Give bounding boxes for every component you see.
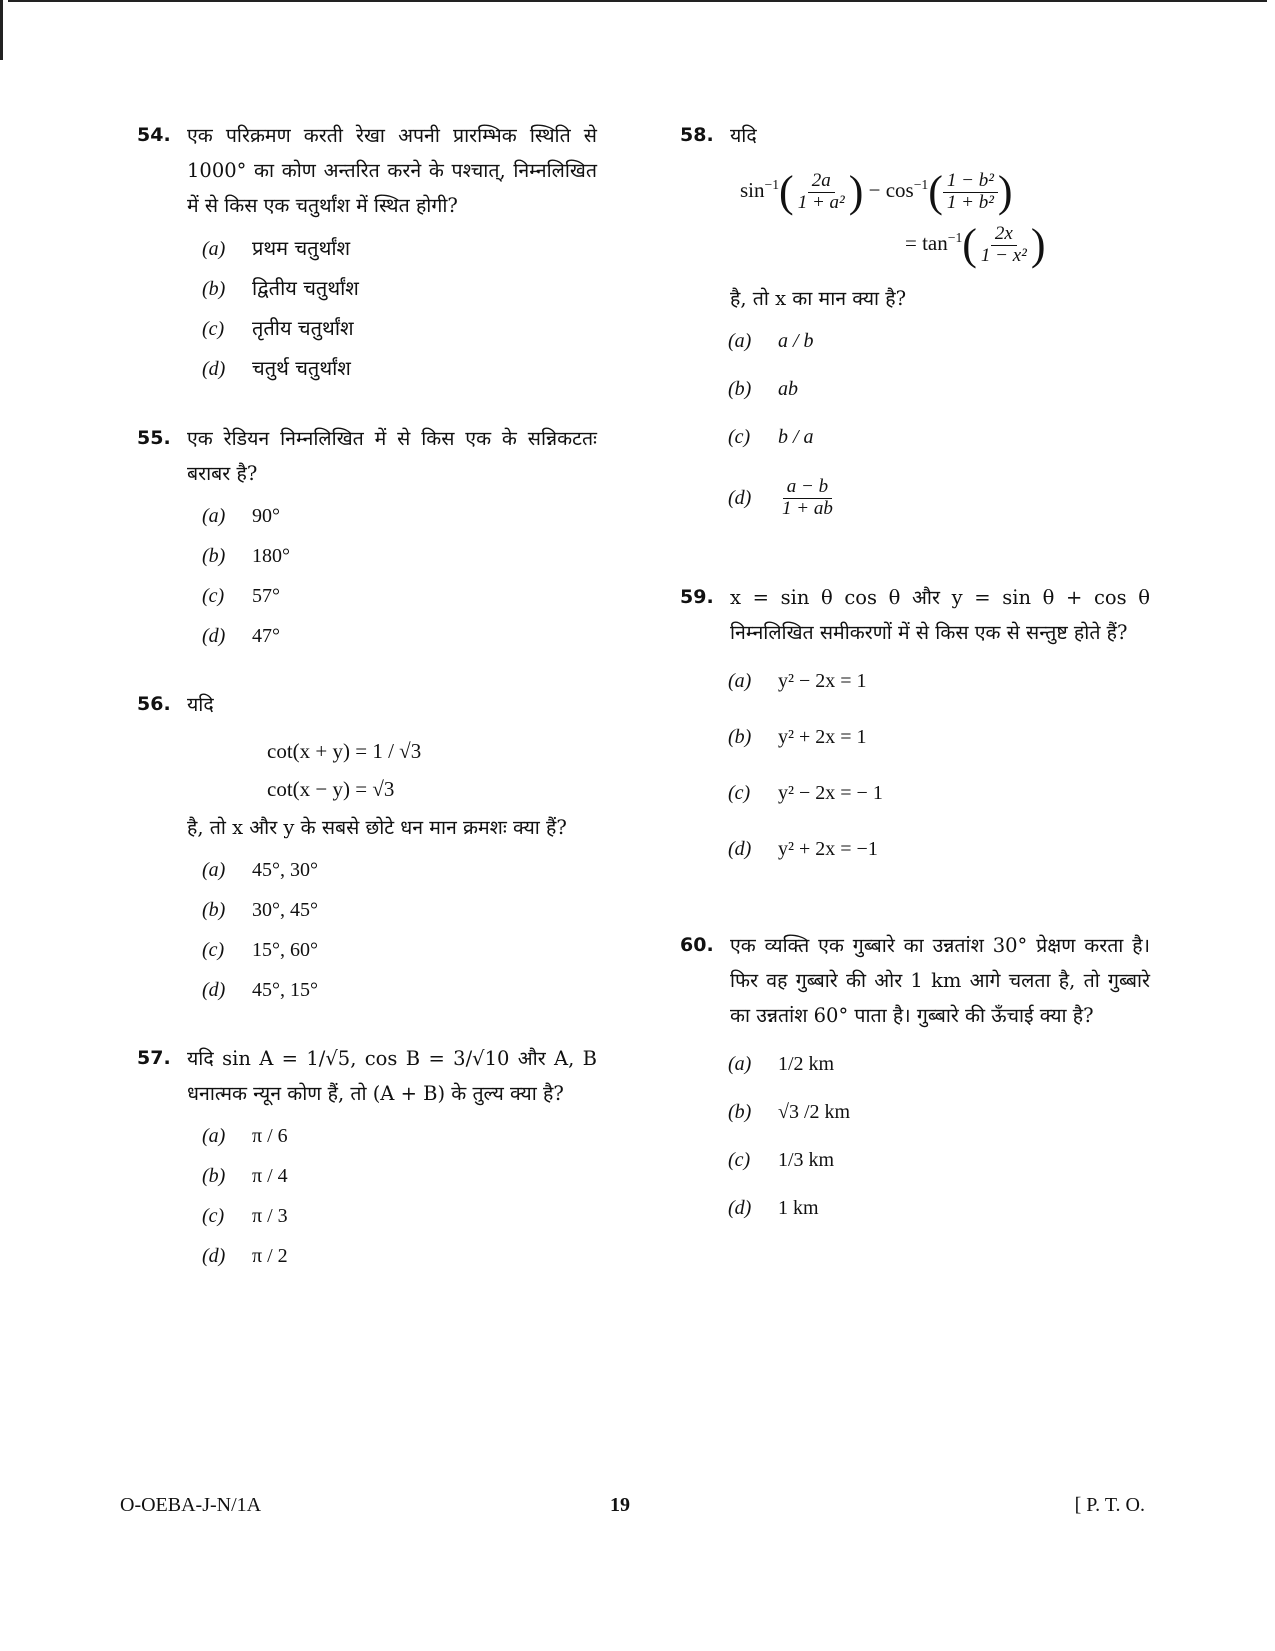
option-d[interactable]	[202, 619, 597, 659]
option-label: (b)	[728, 378, 752, 401]
option-a[interactable]	[202, 231, 597, 271]
question-number: 55.	[137, 427, 171, 449]
left-column	[137, 118, 597, 1279]
equation-1: cot(x + y) = 1 / √3	[267, 739, 422, 763]
option-text: चतुर्थ चतुर्थांश	[252, 356, 351, 380]
option-label: (d)	[728, 1197, 752, 1220]
question-58	[680, 118, 1150, 528]
options-list	[728, 664, 1150, 888]
option-text: y² + 2x = 1	[778, 726, 867, 749]
option-b[interactable]	[202, 271, 597, 311]
right-column	[680, 118, 1150, 1239]
option-a[interactable]	[728, 1047, 1150, 1095]
question-text: है, तो x का मान क्या है?	[730, 287, 907, 311]
question-55	[137, 421, 597, 659]
minus-sign: −	[868, 178, 881, 202]
option-label: (b)	[202, 1165, 226, 1187]
option-a[interactable]	[202, 499, 597, 539]
inverse-superscript: −1	[947, 230, 963, 246]
option-label: (a)	[202, 859, 226, 881]
option-text: 57°	[252, 585, 280, 607]
numerator: 2x	[991, 224, 1017, 246]
numerator: a − b	[783, 477, 832, 499]
option-d[interactable]	[202, 351, 597, 391]
question-text: एक व्यक्ति एक गुब्बारे का उन्नतांश 30° प्रेक्षण करता है। फिर वह गुब्बारे की ओर 1 km आगे चलता है, तो गुब्बारे का उन्नतांश 60° पाता है। गुब्बारे की ऊँचाई क्या है?	[730, 934, 1150, 1028]
cos-function: cos	[885, 178, 914, 202]
option-text: द्वितीय चतुर्थांश	[252, 276, 359, 300]
fraction	[794, 171, 849, 214]
right-paren: )	[1030, 220, 1046, 270]
option-label: (d)	[202, 979, 226, 1001]
right-paren: )	[997, 167, 1013, 217]
option-label: (c)	[202, 585, 225, 607]
option-c[interactable]	[202, 311, 597, 351]
option-label: (d)	[202, 1245, 226, 1267]
options-list	[202, 231, 597, 391]
question-number: 54.	[137, 124, 171, 146]
option-text: 1/2 km	[778, 1053, 835, 1076]
option-label: (c)	[202, 1205, 225, 1227]
numerator: 1 − b²	[943, 171, 998, 193]
left-paren: (	[962, 220, 977, 270]
question-text: x = sin θ cos θ और y = sin θ + cos θ निम्नलिखित समीकरणों में से किस एक से सन्तुष्ट होते हैं?	[730, 586, 1150, 645]
question-text: एक रेडियन निम्नलिखित में से किस एक के सन्निकटतः बराबर है?	[187, 427, 597, 485]
inverse-superscript: −1	[764, 177, 780, 192]
option-text: 47°	[252, 625, 280, 647]
option-b[interactable]	[728, 720, 1150, 776]
option-text: प्रथम चतुर्थांश	[252, 236, 351, 260]
fraction	[943, 171, 998, 214]
option-c[interactable]	[202, 933, 597, 973]
option-text: 30°, 45°	[252, 899, 318, 921]
option-label: (c)	[202, 939, 225, 961]
question-57	[137, 1041, 597, 1279]
option-label: (c)	[728, 1149, 751, 1172]
right-paren: )	[848, 167, 864, 217]
page-number: 19	[610, 1494, 630, 1516]
option-d[interactable]	[202, 1239, 597, 1279]
option-b[interactable]	[202, 1159, 597, 1199]
option-d[interactable]	[728, 1191, 1150, 1239]
option-d[interactable]	[728, 468, 1150, 528]
option-text: b / a	[778, 426, 814, 449]
option-c[interactable]	[202, 1199, 597, 1239]
question-number: 56.	[137, 693, 171, 715]
scan-left-edge	[0, 0, 3, 60]
options-list	[728, 1047, 1150, 1239]
denominator: 1 + b²	[946, 191, 994, 213]
option-c[interactable]	[728, 776, 1150, 832]
option-label: (b)	[202, 899, 226, 921]
equation-rhs	[905, 220, 1150, 270]
option-text: π / 6	[252, 1125, 288, 1147]
option-text: तृतीय चतुर्थांश	[252, 316, 354, 340]
option-label: (a)	[202, 1125, 226, 1147]
option-label: (a)	[202, 238, 226, 260]
question-intro: यदि	[187, 693, 214, 716]
options-list	[202, 853, 597, 1013]
equation-lhs	[740, 167, 1150, 217]
question-60	[680, 928, 1150, 1239]
option-b[interactable]	[728, 372, 1150, 420]
option-label: (a)	[202, 505, 226, 527]
option-label: (b)	[728, 1101, 752, 1124]
option-b[interactable]	[728, 1095, 1150, 1143]
option-b[interactable]	[202, 893, 597, 933]
options-list	[728, 324, 1150, 528]
question-number: 60.	[680, 934, 714, 957]
option-label: (a)	[728, 1053, 752, 1076]
option-text: 45°, 30°	[252, 859, 318, 881]
option-a[interactable]	[728, 324, 1150, 372]
denominator: 1 + a²	[797, 191, 845, 213]
option-text: π / 2	[252, 1245, 288, 1267]
equals-sign: =	[905, 231, 917, 256]
left-paren: (	[928, 167, 943, 217]
option-label: (c)	[202, 318, 225, 340]
inverse-superscript: −1	[913, 177, 929, 192]
left-paren: (	[779, 167, 794, 217]
option-label: (c)	[728, 782, 751, 805]
question-number: 59.	[680, 586, 714, 609]
denominator: 1 + ab	[782, 497, 833, 519]
tan-function: tan	[922, 231, 948, 256]
question-number: 58.	[680, 124, 714, 146]
option-a[interactable]	[202, 853, 597, 893]
option-label: (d)	[202, 358, 226, 380]
option-text: 180°	[252, 545, 290, 567]
question-text: है, तो x और y के सबसे छोटे धन मान क्रमशः क्या हैं?	[187, 816, 567, 839]
option-text: y² − 2x = − 1	[778, 782, 883, 805]
option-text: a / b	[778, 330, 814, 353]
option-c[interactable]	[728, 1143, 1150, 1191]
option-a[interactable]	[202, 1119, 597, 1159]
options-list	[202, 499, 597, 659]
option-fraction	[778, 477, 837, 520]
option-text: ab	[778, 378, 798, 401]
question-text: यदि sin A = 1/√5, cos B = 3/√10 और A, B धनात्मक न्यून कोण हैं, तो (A + B) के तुल्य क्या है?	[187, 1047, 597, 1105]
option-text: √3 /2 km	[778, 1101, 851, 1124]
question-text: एक परिक्रमण करती रेखा अपनी प्रारम्भिक स्थिति से 1000° का कोण अन्तरित करने के पश्चात्, निम्नलिखित में से किस एक चतुर्थांश में स्थित होगी?	[187, 124, 597, 217]
option-label: (a)	[728, 670, 752, 693]
option-d[interactable]	[728, 832, 1150, 888]
option-label: (b)	[202, 278, 226, 300]
numerator: 2a	[808, 171, 835, 193]
option-text: y² − 2x = 1	[778, 670, 867, 693]
option-text: 15°, 60°	[252, 939, 318, 961]
option-label: (b)	[202, 545, 226, 567]
sin-function: sin	[740, 178, 765, 202]
fraction	[977, 224, 1031, 267]
question-number: 57.	[137, 1047, 171, 1069]
option-a[interactable]	[728, 664, 1150, 720]
question-56	[137, 687, 597, 1013]
option-text: 90°	[252, 505, 280, 527]
equation-2: cot(x − y) = √3	[267, 777, 395, 801]
option-c[interactable]	[202, 579, 597, 619]
option-label: (d)	[728, 486, 752, 509]
option-text: y² + 2x = −1	[778, 838, 878, 861]
option-text: π / 3	[252, 1205, 288, 1227]
option-label: (c)	[728, 426, 751, 449]
please-turn-over: [ P. T. O.	[1074, 1494, 1145, 1516]
option-text: π / 4	[252, 1165, 288, 1187]
option-c[interactable]	[728, 420, 1150, 468]
question-intro: यदि	[730, 124, 757, 147]
scan-top-border	[8, 0, 1267, 2]
option-text: 1/3 km	[778, 1149, 835, 1172]
option-text: 1 km	[778, 1197, 819, 1220]
options-list	[202, 1119, 597, 1279]
option-text: 45°, 15°	[252, 979, 318, 1001]
option-label: (d)	[202, 625, 226, 647]
question-59	[680, 580, 1150, 888]
denominator: 1 − x²	[980, 244, 1027, 266]
option-d[interactable]	[202, 973, 597, 1013]
option-label: (b)	[728, 726, 752, 749]
question-54	[137, 118, 597, 391]
option-label: (a)	[728, 330, 752, 353]
paper-code: O-OEBA-J-N/1A	[120, 1494, 262, 1516]
option-b[interactable]	[202, 539, 597, 579]
option-label: (d)	[728, 838, 752, 861]
